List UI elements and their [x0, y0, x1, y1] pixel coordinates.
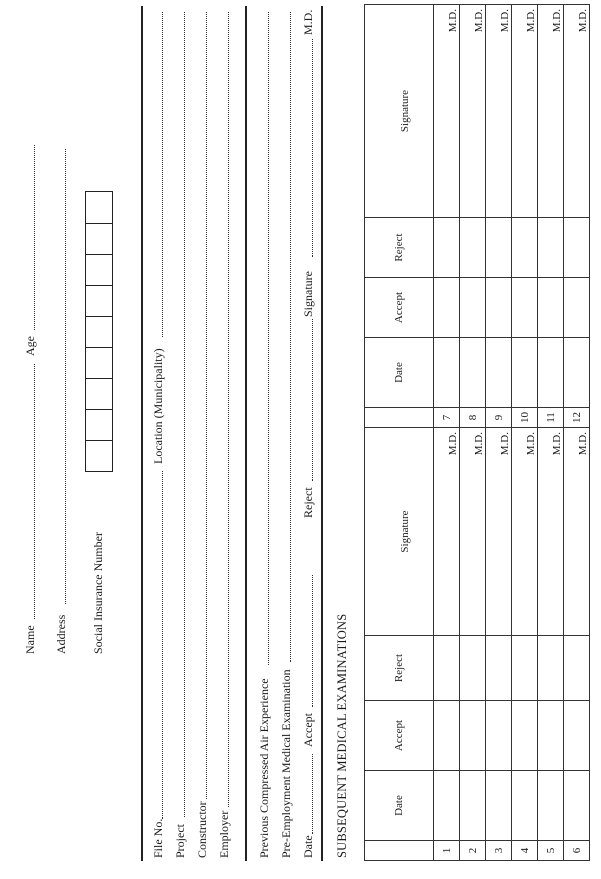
signature-cell[interactable]: M.D. — [434, 428, 460, 636]
address-label: Address — [54, 614, 68, 654]
pre-exam-signature-label: Signature — [301, 271, 315, 317]
employer-field[interactable] — [228, 12, 229, 807]
address-field[interactable] — [65, 149, 66, 604]
pre-exam-signature-field[interactable] — [312, 39, 313, 257]
exam-number: 7 — [434, 408, 460, 428]
pre-exam-date-field[interactable] — [312, 754, 313, 834]
exam-number-header — [365, 841, 434, 861]
constructor-field[interactable] — [206, 12, 207, 799]
reject-column-header: Reject — [365, 636, 434, 701]
accept-cell[interactable] — [460, 278, 486, 338]
exam-number: 5 — [538, 841, 564, 861]
exam-number: 6 — [564, 841, 590, 861]
date-cell[interactable] — [512, 338, 538, 408]
signature-cell[interactable]: M.D. — [486, 5, 512, 218]
date-cell[interactable] — [512, 771, 538, 841]
reject-column-header: Reject — [365, 218, 434, 278]
signature-cell[interactable]: M.D. — [486, 428, 512, 636]
signature-cell[interactable]: M.D. — [512, 5, 538, 218]
signature-cell[interactable]: M.D. — [564, 428, 590, 636]
date-cell[interactable] — [538, 771, 564, 841]
table-row — [486, 5, 512, 428]
accept-cell[interactable] — [434, 278, 460, 338]
reject-cell[interactable] — [564, 218, 590, 278]
location-label: Location (Municipality) — [151, 348, 165, 464]
signature-cell[interactable]: M.D. — [512, 428, 538, 636]
age-field[interactable] — [34, 145, 35, 330]
pre-exam-reject-field[interactable] — [312, 319, 313, 481]
signature-cell[interactable]: M.D. — [460, 5, 486, 218]
table-row — [512, 5, 538, 428]
signature-cell[interactable]: M.D. — [538, 428, 564, 636]
age-label: Age — [23, 336, 37, 356]
accept-column-header: Accept — [365, 278, 434, 338]
table-row — [512, 428, 538, 861]
accept-cell[interactable] — [564, 278, 590, 338]
reject-cell[interactable] — [486, 636, 512, 701]
signature-cell[interactable]: M.D. — [564, 5, 590, 218]
date-cell[interactable] — [486, 771, 512, 841]
table-row — [486, 428, 512, 861]
project-field[interactable] — [184, 12, 185, 817]
sin-digit-box[interactable] — [86, 285, 112, 316]
pre-exam-reject-label: Reject — [301, 487, 315, 518]
table-row — [460, 428, 486, 861]
signature-cell[interactable]: M.D. — [460, 428, 486, 636]
reject-cell[interactable] — [512, 636, 538, 701]
section-divider — [245, 6, 247, 861]
signature-column-header: Signature — [365, 5, 434, 218]
location-field[interactable] — [162, 12, 163, 337]
date-cell[interactable] — [564, 338, 590, 408]
reject-cell[interactable] — [538, 636, 564, 701]
accept-cell[interactable] — [538, 701, 564, 771]
table-row — [564, 428, 590, 861]
exam-number: 3 — [486, 841, 512, 861]
sin-label: Social Insurance Number — [91, 532, 105, 654]
pre-exam-md-label: M.D. — [301, 9, 315, 35]
file-no-field[interactable] — [162, 471, 163, 819]
sin-digit-box[interactable] — [86, 254, 112, 285]
section-divider — [141, 6, 143, 861]
reject-cell[interactable] — [434, 218, 460, 278]
exam-number: 2 — [460, 841, 486, 861]
accept-cell[interactable] — [512, 278, 538, 338]
reject-cell[interactable] — [460, 218, 486, 278]
table-row — [564, 5, 590, 428]
reject-cell[interactable] — [434, 636, 460, 701]
sin-digit-box[interactable] — [86, 192, 112, 223]
name-label: Name — [23, 625, 37, 654]
reject-cell[interactable] — [460, 636, 486, 701]
project-label: Project — [173, 824, 187, 858]
reject-cell[interactable] — [486, 218, 512, 278]
sin-digit-box[interactable] — [86, 223, 112, 254]
reject-cell[interactable] — [512, 218, 538, 278]
pre-exam-accept-field[interactable] — [312, 575, 313, 707]
date-cell[interactable] — [434, 338, 460, 408]
name-field[interactable] — [34, 364, 35, 619]
employer-label: Employer — [217, 810, 231, 858]
pre-exam-label: Pre-Employment Medical Examination — [279, 669, 293, 858]
date-column-header: Date — [365, 771, 434, 841]
exam-table-right — [364, 4, 590, 428]
accept-cell[interactable] — [512, 701, 538, 771]
previous-experience-field[interactable] — [268, 12, 269, 665]
subsequent-exams-title: SUBSEQUENT MEDICAL EXAMINATIONS — [335, 613, 349, 858]
accept-cell[interactable] — [538, 278, 564, 338]
sin-digit-box[interactable] — [86, 409, 112, 440]
table-row — [460, 5, 486, 428]
signature-column-header: Signature — [365, 428, 434, 636]
sin-digit-box[interactable] — [86, 378, 112, 409]
accept-cell[interactable] — [486, 278, 512, 338]
accept-cell[interactable] — [564, 701, 590, 771]
accept-cell[interactable] — [460, 701, 486, 771]
reject-cell[interactable] — [564, 636, 590, 701]
sin-digit-box[interactable] — [86, 316, 112, 347]
date-cell[interactable] — [434, 771, 460, 841]
exam-number-header — [365, 408, 434, 428]
date-column-header: Date — [365, 338, 434, 408]
exam-number: 8 — [460, 408, 486, 428]
pre-exam-field[interactable] — [290, 12, 291, 662]
exam-table-left — [364, 427, 590, 861]
accept-cell[interactable] — [486, 701, 512, 771]
constructor-label: Constructor — [195, 801, 209, 858]
accept-cell[interactable] — [434, 701, 460, 771]
pre-exam-date-label: Date — [301, 835, 315, 858]
table-row — [538, 5, 564, 428]
date-cell[interactable] — [564, 771, 590, 841]
pre-exam-accept-label: Accept — [301, 713, 315, 747]
table-row — [434, 5, 460, 428]
table-row — [434, 428, 460, 861]
sin-digit-box[interactable] — [86, 347, 112, 378]
date-cell[interactable] — [538, 338, 564, 408]
signature-cell[interactable]: M.D. — [434, 5, 460, 218]
reject-cell[interactable] — [538, 218, 564, 278]
exam-number: 12 — [564, 408, 590, 428]
section-divider — [321, 6, 323, 861]
exam-number: 4 — [512, 841, 538, 861]
date-cell[interactable] — [460, 771, 486, 841]
exam-number: 1 — [434, 841, 460, 861]
exam-number: 11 — [538, 408, 564, 428]
table-row — [538, 428, 564, 861]
sin-digit-box[interactable] — [86, 440, 112, 471]
sin-boxes[interactable] — [85, 191, 113, 472]
exam-number: 9 — [486, 408, 512, 428]
date-cell[interactable] — [460, 338, 486, 408]
signature-cell[interactable]: M.D. — [538, 5, 564, 218]
accept-column-header: Accept — [365, 701, 434, 771]
previous-experience-label: Previous Compressed Air Experience — [257, 678, 271, 858]
exam-number: 10 — [512, 408, 538, 428]
date-cell[interactable] — [486, 338, 512, 408]
file-no-label: File No. — [151, 818, 165, 858]
